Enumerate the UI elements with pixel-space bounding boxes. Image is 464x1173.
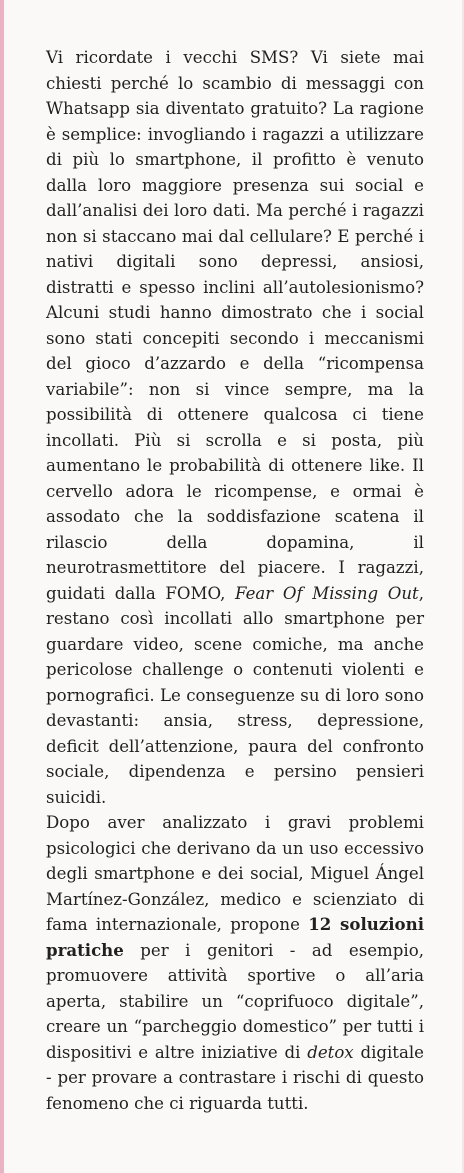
paragraph-1: [46, 45, 424, 810]
paragraph-2-italic: detox: [307, 1042, 354, 1062]
paragraph-2-text-c: digitale - per provare a contrastare i rischi di questo fenomeno che ci riguarda tutti.: [46, 1042, 425, 1113]
paragraph-1-text-a: Vi ricordate i vecchi SMS? Vi siete mai chiesti perché lo scambio di messaggi con Whatsapp sia diventato gratuito? La ragione è semplice: invogliando i ragazzi a utilizzare di più lo smartphone, il profitto è venuto dalla loro maggiore presenza sui social e dall’analisi dei loro dati. Ma perché i ragazzi non si staccano mai dal cellulare? E perché i nativi digitali sono depressi, ansiosi, distratti e spesso inclini all’autolesionismo? Alcuni studi hanno dimostrato che i social sono stati concepiti secondo i meccanismi del gioco d’azzardo e della “ricompensa variabile”: non si vince sempre, ma la possibilità di ottenere qualcosa ci tiene incollati. Più si scrolla e si posta, più aumentano le probabilità di ottenere like. Il cervello adora le ricompense, e ormai è assodato che la soddisfazione scatena il rilascio della dopamina, il neurotrasmettitore del piacere. I ragazzi, guidati dalla FOMO,: [46, 48, 424, 603]
paragraph-2-text-a: Dopo aver analizzato i gravi problemi psicologici che derivano da un uso eccessivo degli smartphone e dei social, Miguel Ángel Martínez-González, medico e scienziato di fama internazionale, propone: [46, 813, 424, 934]
paragraph-2-text-b: per i genitori - ad esempio, promuovere attività sportive o all’aria aperta, stabilire un “coprifuoco digitale”, creare un “parcheggio domestico” per tutti i dispositivi e altre iniziative di: [46, 940, 424, 1062]
back-cover-text: [46, 45, 424, 1116]
paragraph-1-italic: Fear Of Missing Out: [234, 583, 419, 603]
paragraph-1-text-b: , restano così incollati allo smartphone per guardare video, scene comiche, ma anche pericolose challenge o contenuti violenti e pornografici. Le conseguenze su di loro sono devastanti: ansia, stress, depressione, deficit dell’attenzione, paura del confronto sociale, dipendenza e persino pensieri suicidi.: [46, 583, 424, 807]
page-edge-left: [0, 0, 4, 1173]
paragraph-2-bold: 12 soluzioni pratiche: [46, 914, 424, 960]
paragraph-2: [46, 810, 424, 1116]
